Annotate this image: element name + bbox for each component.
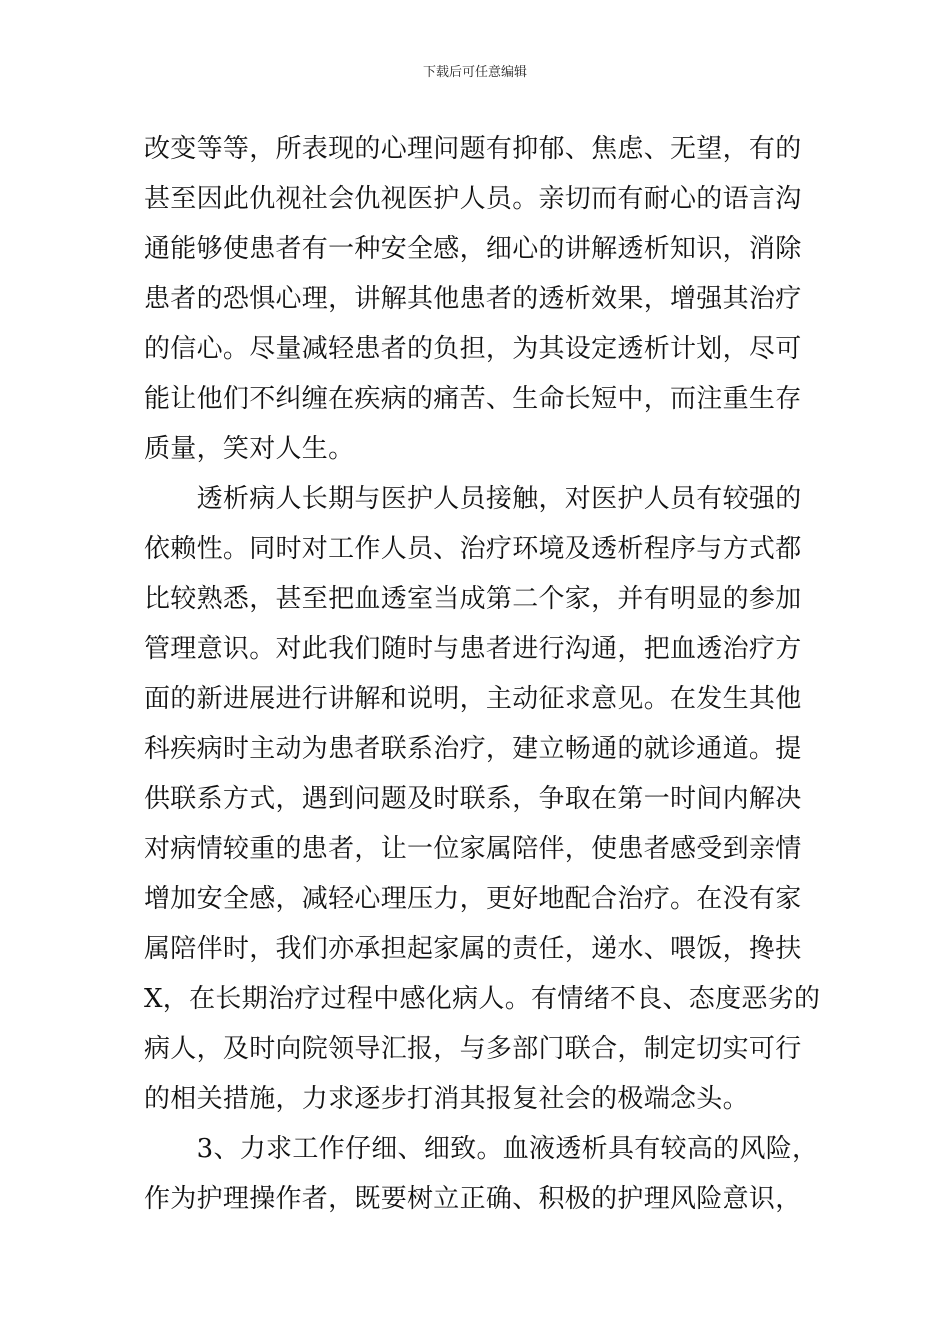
text-line: 病人，及时向院领导汇报，与多部门联合，制定切实可行	[144, 1034, 802, 1064]
text-line: 甚至因此仇视社会仇视医护人员。亲切而有耐心的语言沟	[144, 184, 802, 214]
text-line: 通能够使患者有一种安全感，细心的讲解透析知识，消除	[144, 234, 802, 264]
text-line: 改变等等，所表现的心理问题有抑郁、焦虑、无望，有的	[144, 134, 802, 164]
text-line: 供联系方式，遇到问题及时联系，争取在第一时间内解决	[144, 784, 802, 814]
text-line: 透析病人长期与医护人员接触，对医护人员有较强的	[144, 484, 802, 514]
text-line: 质量，笑对人生。	[144, 434, 355, 464]
page-header: 下载后可任意编辑	[422, 65, 527, 80]
text-line: X，在长期治疗过程中感化病人。有情绪不良、态度恶劣的	[144, 984, 821, 1014]
text-line: 增加安全感，减轻心理压力，更好地配合治疗。在没有家	[144, 884, 802, 914]
text-line: 管理意识。对此我们随时与患者进行沟通，把血透治疗方	[144, 634, 802, 664]
paragraph-1	[144, 124, 814, 474]
text-line: 的信心。尽量减轻患者的负担，为其设定透析计划，尽可	[144, 334, 802, 364]
paragraph-3	[144, 1124, 819, 1224]
text-line: 面的新进展进行讲解和说明，主动征求意见。在发生其他	[144, 684, 802, 714]
text-line: 比较熟悉，甚至把血透室当成第二个家，并有明显的参加	[144, 584, 802, 614]
text-line: 患者的恐惧心理，讲解其他患者的透析效果，增强其治疗	[144, 284, 802, 314]
text-line: 能让他们不纠缠在疾病的痛苦、生命长短中，而注重生存	[144, 384, 802, 414]
text-line: 作为护理操作者，既要树立正确、积极的护理风险意识，	[144, 1184, 802, 1214]
text-line: 属陪伴时，我们亦承担起家属的责任，递水、喂饭，搀扶	[144, 934, 802, 964]
text-line: 科疾病时主动为患者联系治疗，建立畅通的就诊通道。提	[144, 734, 802, 764]
text-line: 对病情较重的患者，让一位家属陪伴，使患者感受到亲情	[144, 834, 802, 864]
text-line: 依赖性。同时对工作人员、治疗环境及透析程序与方式都	[144, 534, 802, 564]
paragraph-2	[144, 474, 821, 1124]
text-line: 3、力求工作仔细、细致。血液透析具有较高的风险，	[144, 1134, 819, 1164]
document-body	[144, 124, 821, 1224]
text-line: 的相关措施，力求逐步打消其报复社会的极端念头。	[144, 1084, 749, 1114]
